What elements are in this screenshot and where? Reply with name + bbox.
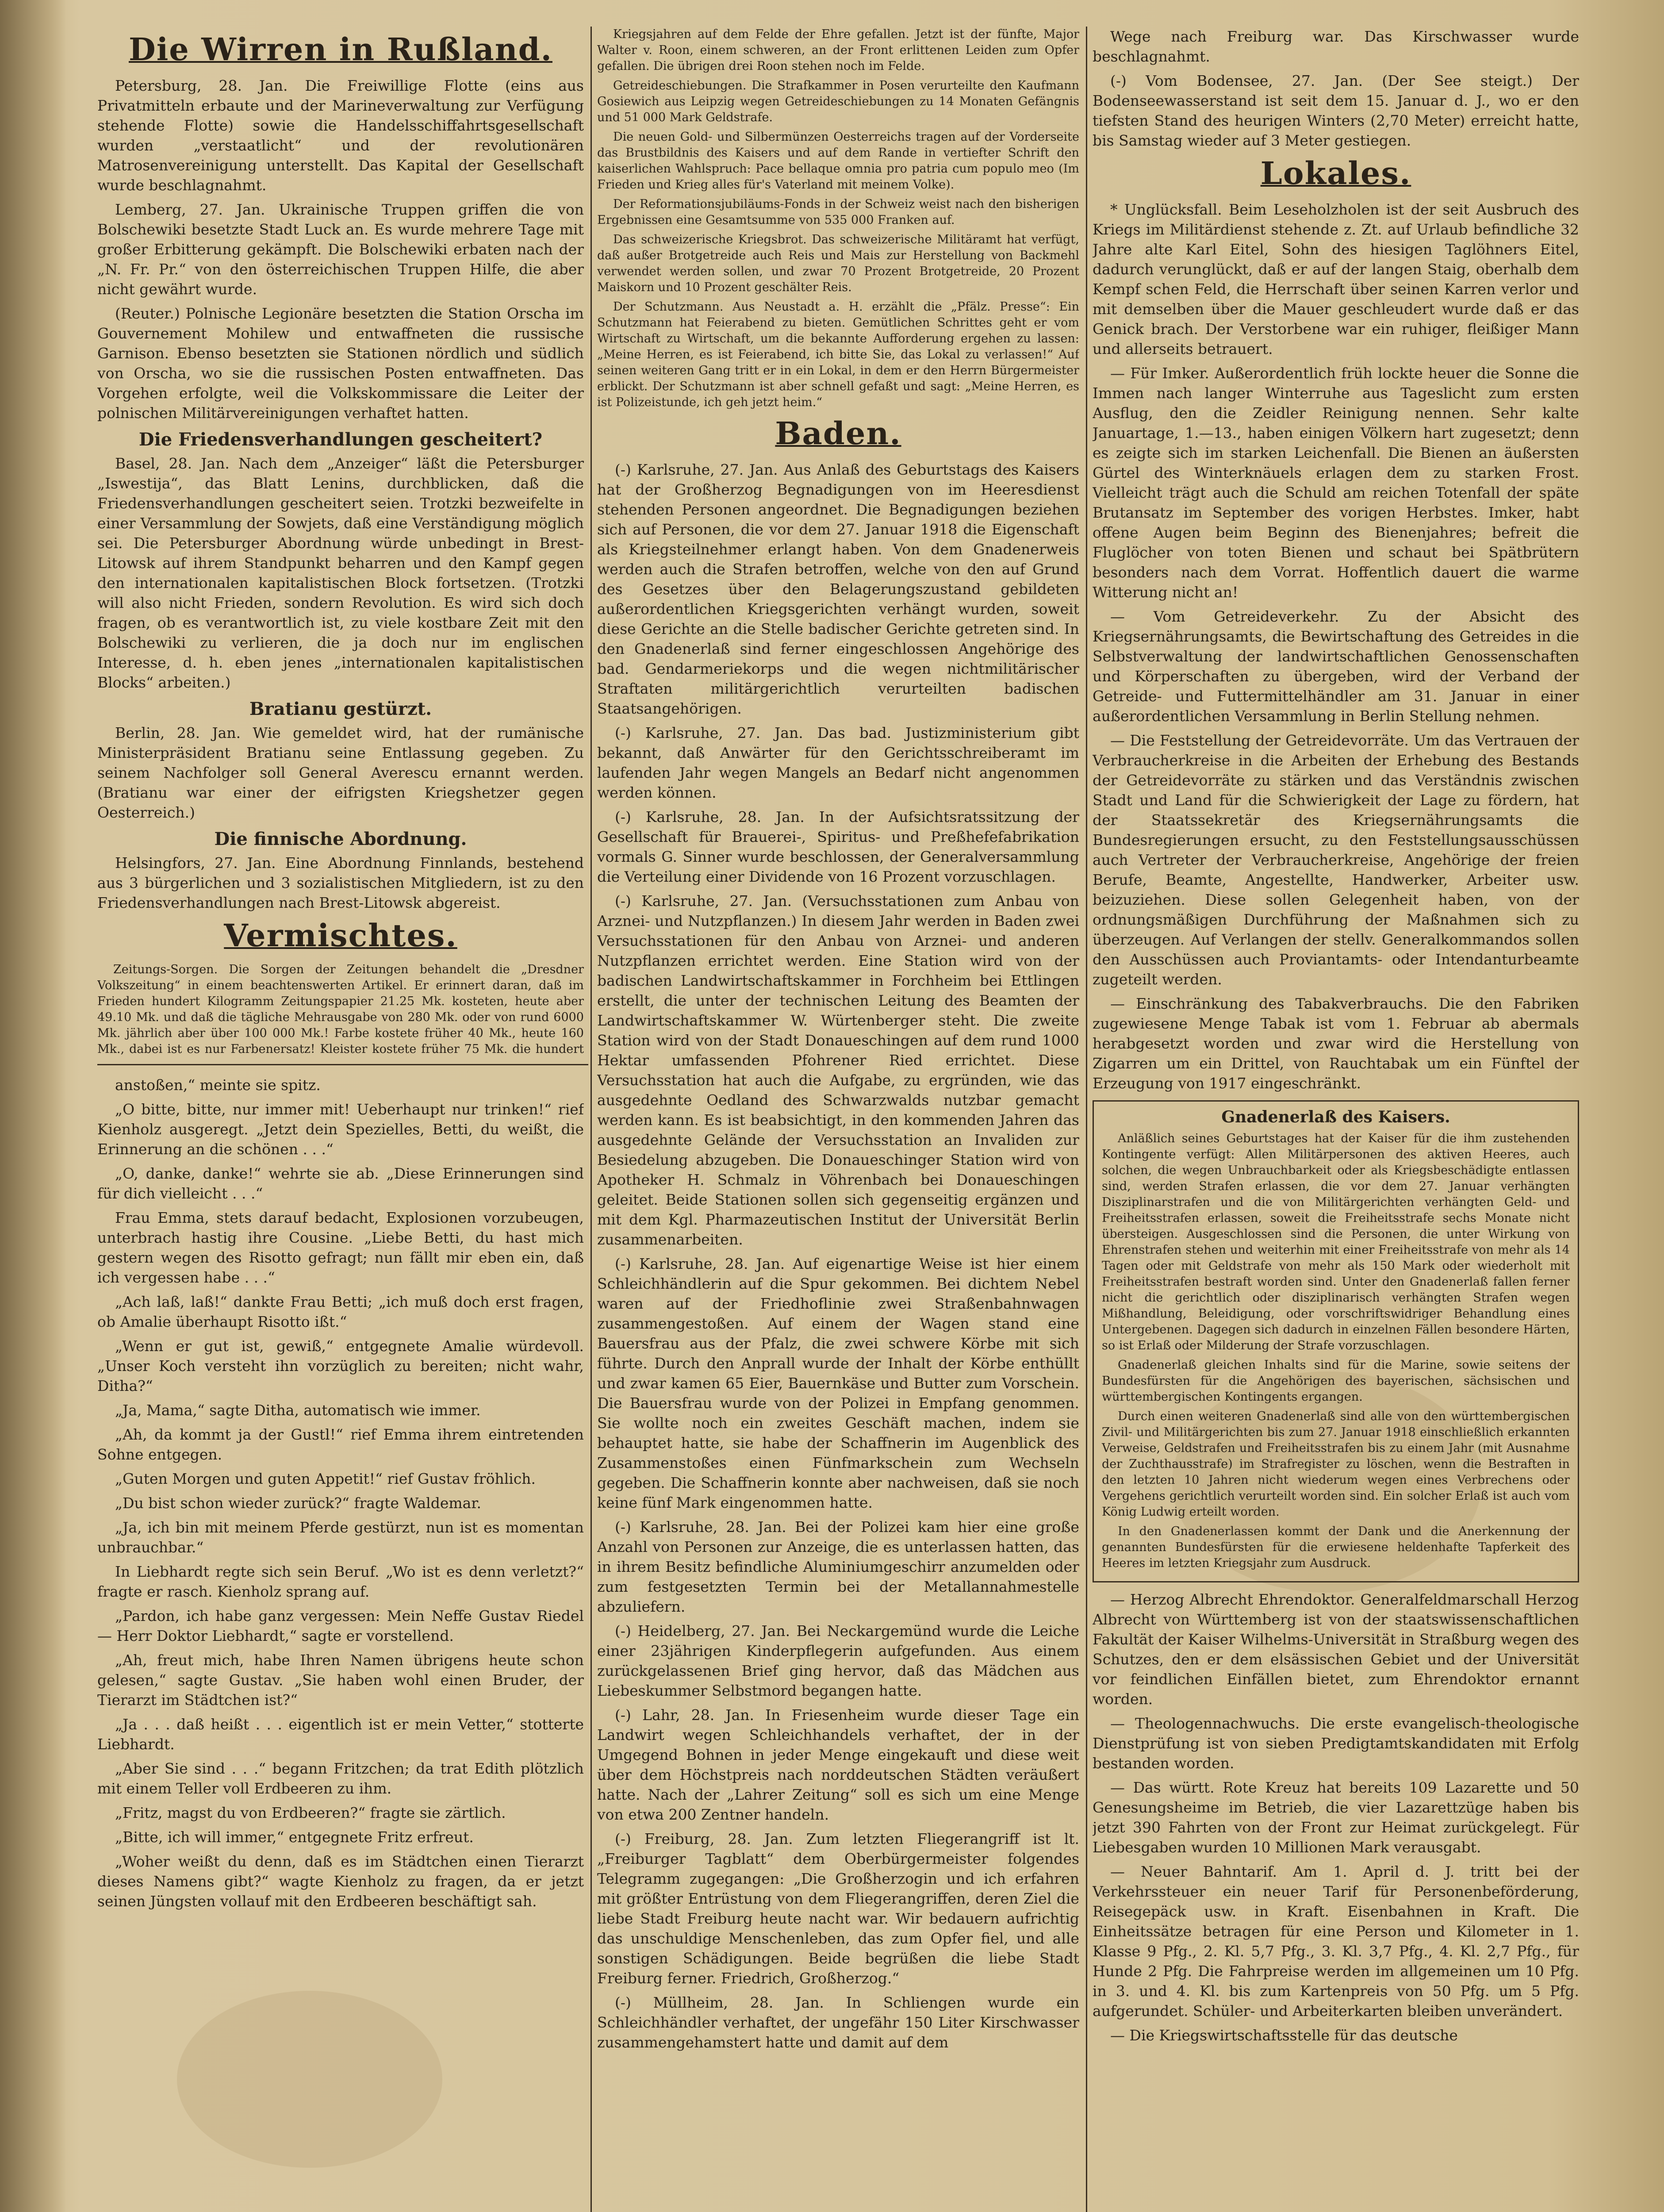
feuilleton-line: „Ja, ich bin mit meinem Pferde gestürzt, nun ist es momentan unbrauchbar.“ xyxy=(97,1519,584,1556)
article-baden: (-) Karlsruhe, 28. Jan. Bei der Polizei kam hier eine große Anzahl von Personen zur Anzeige, die es unterlassen hatten, das in ihrem Besitz befindliche Aluminiumgeschirr anzumelden oder zum festgesetzten Termin bei der Metallannahmestelle abzuliefern. xyxy=(597,1518,1079,1615)
feuilleton-line: „Guten Morgen und guten Appetit!“ rief Gustav fröhlich. xyxy=(115,1470,536,1487)
gnadenerlass-box xyxy=(1093,1100,1579,1582)
article-baden: (-) Karlsruhe, 27. Jan. Das bad. Justizministerium gibt bekannt, daß Anwärter für den Gerichtsschreiberamt im laufenden Jahr wegen Mangels an Bedarf nicht angenommen werden können. xyxy=(597,724,1079,801)
article-herzog-albrecht: — Herzog Albrecht Ehrendoktor. Generalfeldmarschall Herzog Albrecht von Württemberg ist von der staatswissenschaftlichen Fakultät der Kaiser Wilhelms-Universität in Straßburg wegen des Schutzes, den er dem elsässischen Gebiet und der Universität vor feindlichen Einfällen bietet, zum Ehrendoktor ernannt worden. xyxy=(1093,1591,1579,1708)
section-heading-lokales: Lokales. xyxy=(1260,155,1411,192)
article-helsingfors: Helsingfors, 27. Jan. Eine Abordnung Finnlands, bestehend aus 3 bürgerlichen und 3 sozialistischen Mitgliedern, ist zu den Friedensverhandlungen nach Brest-Litowsk abgereist. xyxy=(97,854,584,911)
feuilleton-line: „Ja, Mama,“ sagte Ditha, automatisch wie immer. xyxy=(115,1402,481,1419)
feuilleton-line: „Fritz, magst du von Erdbeeren?“ fragte sie zärtlich. xyxy=(115,1804,506,1821)
feuilleton-line: „Ach laß, laß!“ dankte Frau Betti; „ich muß doch erst fragen, ob Amalie überhaupt Risotto ißt.“ xyxy=(97,1293,584,1330)
article-baden: (-) Karlsruhe, 27. Jan. Aus Anlaß des Geburtstags des Kaisers hat der Großherzog Begnadigungen von im Heeresdienst stehenden Personen angeordnet. Die Begnadigungen beziehen sich auf Personen, die vor dem 27. Januar 1918 die Eigenschaft als Kriegsteilnehmer erlangt haben. Von dem Gnadenerweis werden auch die Strafen betroffen, welche von den auf Grund des Gesetzes über den Belagerungszustand gebildeten außerordentlichen Kriegsgerichten verhängt wurden, soweit diese Gerichte an die Stelle badischer Gerichte getreten sind. In den Gnadenerlaß sind ferner eingeschlossen Angehörige des bad. Gendarmeriekorps und die wegen nichtmilitärischer Straftaten militärgerichtlich verurteilten badischen Staatsangehörigen. xyxy=(597,461,1079,717)
feuilleton-line: „Pardon, ich habe ganz vergessen: Mein Neffe Gustav Riedel — Herr Doktor Liebhardt,“ sagte er vorstellend. xyxy=(97,1607,584,1644)
subheading-bratianu: Bratianu gestürzt. xyxy=(249,699,432,719)
article-getreideschiebungen: Getreideschiebungen. Die Strafkammer in Posen verurteilte den Kaufmann Gosiewich aus Leipzig wegen Getreideschiebungen zu 14 Monaten Gefängnis und 51 000 Mark Geldstrafe. xyxy=(597,79,1079,124)
feuilleton-line: anstoßen,“ meinte sie spitz. xyxy=(115,1076,321,1094)
feuilleton-line: „O, danke, danke!“ wehrte sie ab. „Diese Erinnerungen sind für dich vielleicht . . .“ xyxy=(97,1165,584,1202)
article-berlin: Berlin, 28. Jan. Wie gemeldet wird, hat der rumänische Ministerpräsident Bratianu seine Entlassung gegeben. Zu seinem Nachfolger soll General Averescu ernannt werden. (Bratianu war einer der eifrigsten Kriegshetzer gegen Oesterreich.) xyxy=(97,724,584,821)
article-basel: Basel, 28. Jan. Nach dem „Anzeiger“ läßt die Petersburger „Iswestija“, das Blatt Lenins, durchblicken, daß die Friedensverhandlungen gescheitert seien. Trotzki bezweifelte in einer Versammlung der Sowjets, daß eine Verständigung möglich sei. Die Petersburger Abordnung würde unbedingt in Brest-Litowsk auf ihrem Standpunkt beharren und den Kampf gegen den internationalen kapitalistischen Block fortsetzen. (Trotzki will also nicht Frieden, sondern Revolution. Es wird sich doch fragen, ob es verantwortlich ist, zu viele kostbare Zeit mit den Bolschewiki zu verlieren, die ja doch nur im englischen Interesse, d. h. eben jenes „internationalen kapitalistischen Blocks“ arbeiten.) xyxy=(97,455,584,691)
column-3 xyxy=(1093,27,1579,2212)
article-kriegswirtschaft: — Die Kriegswirtschaftsstelle für das deutsche xyxy=(1110,2027,1458,2044)
feuilleton-rule xyxy=(97,1064,588,1065)
box-paragraph: Anläßlich seines Geburtstages hat der Kaiser für die ihm zustehenden Kontingente verfügt: Allen Militärpersonen des aktiven Heeres, auch solchen, die wegen Unbrauchbarkeit oder als Kriegsbeschädigte entlassen sind, werden Strafen erlassen, die vor dem 27. Januar verhängten Disziplinarstrafen und die von Militärgerichten verhängten Geld- und Freiheitsstrafen erlassen, soweit die Freiheitsstrafe sechs Monate nicht übersteigen. Ausgeschlossen sind die Personen, die unter Wirkung von Ehrenstrafen stehen und weiterhin mit einer Freiheitsstrafe von mehr als 14 Tagen oder mit Geldstrafe von mehr als 150 Mark oder wiederholt mit Freiheitsstrafen bestraft worden sind. Unter den Gnadenerlaß fallen ferner nicht die gerichtlich oder disziplinarisch verhängten Strafen wegen Mißhandlung, Beleidigung, oder vorschriftswidriger Behandlung eines Untergebenen. Dagegen sich dadurch in einzelnen Fällen besondere Härten, so ist Erlaß oder Milderung der Strafe vorzuschlagen. xyxy=(1102,1132,1570,1352)
feuilleton-line: „O bitte, bitte, nur immer mit! Ueberhaupt nur trinken!“ rief Kienholz ausgeregt. „Jetzt dein Spezielles, Betti, du weißt, die Erinnerung an die schönen . . .“ xyxy=(97,1101,584,1158)
article-reformationsfonds: Der Reformationsjubiläums-Fonds in der Schweiz weist nach den bisherigen Ergebnissen eine Gesamtsumme von 535 000 Franken auf. xyxy=(597,197,1079,227)
article-petersburg: Petersburg, 28. Jan. Die Freiwillige Flotte (eins aus Privatmitteln erbaute und der Marineverwaltung zur Verfügung stehende Flotte) sowie die Handelsschiffahrtsgesellschaft wurden „verstaatlicht“ und der revolutionären Matrosenvereinigung unterstellt. Das Kapital der Gesellschaft wurde beschlagnahmt. xyxy=(97,77,584,194)
article-ungluecksfall: * Unglücksfall. Beim Leseholzholen ist der seit Ausbruch des Kriegs im Militärdienst stehende z. Zt. auf Urlaub befindliche 32 Jahre alte Karl Eitel, Sohn des hiesigen Taglöhners Eitel, dadurch verunglückt, daß er auf der langen Staig, oberhalb dem Kempf schen Feld, die Herrschaft über seinen Karren verlor und mit demselben über die Mauer geschleudert wurde daß er das Genick brach. Der Verstorbene war ein ruhiger, fleißiger Mann und allerseits betrauert. xyxy=(1093,201,1579,357)
article-baden: (-) Heidelberg, 27. Jan. Bei Neckargemünd wurde die Leiche einer 23jährigen Kinderpflegerin aufgefunden. Aus einem zurückgelassenen Brief ging hervor, daß das Mädchen aus Liebeskummer Selbstmord begangen hatte. xyxy=(597,1622,1079,1699)
article-bahntarif: — Neuer Bahntarif. Am 1. April d. J. tritt bei der Verkehrssteuer ein neuer Tarif für Personenbeförderung, Reisegepäck usw. in Kraft. Eisenbahnen in Kraft. Die Einheitssätze betragen für eine Person und Kilometer in 1. Klasse 9 Pfg., 2. Kl. 5,7 Pfg., 3. Kl. 3,7 Pfg., 4. Kl. 2,7 Pfg., für Hunde 2 Pfg. Die Fahrpreise werden im allgemeinen um 10 Pfg. in 3. und 4. Kl. bis zum Kartenpreis von 50 Pfg. um 5 Pfg. aufgerundet. Schüler- und Arbeiterkarten bleiben unverändert. xyxy=(1093,1863,1579,2020)
article-baden: (-) Müllheim, 28. Jan. In Schliengen wurde ein Schleichhändler verhaftet, der ungefähr 150 Liter Kirschwasser zusammengehamstert hatte und damit auf dem xyxy=(597,1994,1079,2051)
article-baden: (-) Karlsruhe, 28. Jan. Auf eigenartige Weise ist hier einem Schleichhändlerin auf die Spur gekommen. Bei dichtem Nebel waren auf der Friedhoflinie zwei Straßenbahnwagen zusammengestoßen. Auf einem der Wagen stand eine Bauersfrau aus der Pfalz, die zwei schwere Körbe mit sich führte. Durch den Anprall wurde der Inhalt der Körbe enthüllt und zwar kamen 65 Eier, Bauernkäse und Butter zum Vorschein. Die Bauersfrau wurde von der Polizei in Empfang genommen. Sie wollte noch ein zweites Geschäft machen, indem sie behauptet hatte, sie habe der Schaffnerin im Augenblick des Zusammenstoßes einen Fünfmarkschein zum Wechseln gegeben. Die Schaffnerin konnte aber nachweisen, daß sie noch keine fünf Mark eingenommen hatte. xyxy=(597,1255,1079,1511)
section-heading-baden: Baden. xyxy=(775,415,901,452)
article-baden: (-) Karlsruhe, 28. Jan. In der Aufsichtsratssitzung der Gesellschaft für Brauerei-, Spiritus- und Preßhefefabrikation vormals G. Sinner wurde beschlossen, der Generalversammlung die Verteilung einer Dividende von 16 Prozent vorzuschlagen. xyxy=(597,808,1079,885)
article-bodensee: (-) Vom Bodensee, 27. Jan. (Der See steigt.) Der Bodenseewasserstand ist seit dem 15. Januar d. J., wo er den tiefsten Stand des heurigen Winters (2,70 Meter) erreicht hatte, bis Samstag wieder auf 3 Meter gestiegen. xyxy=(1093,72,1579,149)
article-kirschwasser-cont: Wege nach Freiburg war. Das Kirschwasser wurde beschlagnahmt. xyxy=(1093,28,1579,65)
column-rule xyxy=(590,27,592,2212)
feuilleton-line: „Ah, freut mich, habe Ihren Namen übrigens heute schon gelesen,“ sagte Gustav. „Sie haben wohl einen Bruder, der Tierarzt im Städtchen ist?“ xyxy=(97,1651,584,1709)
feuilleton-line: „Woher weißt du denn, daß es im Städtchen einen Tierarzt dieses Namens gibt?“ wagte Kienholz zu fragen, da er jetzt seinen Jüngsten vollauf mit den Erdbeeren beschäftigt sah. xyxy=(97,1853,584,1910)
article-imker: — Für Imker. Außerordentlich früh lockte heuer die Sonne die Immen nach langer Winterruhe aus Tageslicht zum ersten Ausflug, den die Zeidler Reinigung nennen. Sehr kalte Januartage, 1.—13., haben einigen Völkern hart zugesetzt; denn es zeigte sich im starken Leichenfall. Die Bienen an äußersten Gürtel des Winterknäuels erlagen dem zu starken Frost. Vielleicht trägt auch die Schuld am reichen Totenfall der späte Brutansatz im September des vorigen Herbstes. Imker, habt offene Augen beim Beginn des Bienenjahres; befreit die Fluglöcher von toten Bienen und schaut bei Spätbrütern besonders nach dem Vorrat. Hoffentlich dauert die warme Witterung nicht an! xyxy=(1093,365,1579,601)
feuilleton-line: „Bitte, ich will immer,“ entgegnete Fritz erfreut. xyxy=(115,1828,474,1846)
article-schutzmann: Der Schutzmann. Aus Neustadt a. H. erzählt die „Pfälz. Presse“: Ein Schutzmann hat Feierabend zu bieten. Gemütlichen Schrittes geht er vom Wirtschaft zu Wirtschaft, um die bekannte Aufforderung ergehen zu lassen: „Meine Herren, es ist Feierabend, ich bitte Sie, das Lokal zu verlassen!“ Auf seinen weiteren Gang tritt er in ein Lokal, in dem er den Herrn Bürgermeister erblickt. Der Schutzmann ist aber schnell gefaßt und sagt: „Meine Herren, es ist Polizeistunde, ich geh jetzt heim.“ xyxy=(597,300,1079,409)
article-baden: (-) Lahr, 28. Jan. In Friesenheim wurde dieser Tage ein Landwirt wegen Schleichhandels verhaftet, der in der Umgegend Bohnen in jeder Menge eingekauft und diese weit über dem Höchstpreis nach norddeutschen Städten veräußert hatte. Nach der „Lahrer Zeitung“ soll es sich um eine Menge von etwa 200 Zentner handeln. xyxy=(597,1706,1079,1823)
article-theologen: — Theologennachwuchs. Die erste evangelisch-theologische Dienstprüfung ist von sieben Predigtamtskandidaten mit Erfolg bestanden worden. xyxy=(1093,1715,1579,1772)
feuilleton-line: „Aber Sie sind . . .“ begann Fritzchen; da trat Edith plötzlich mit einem Teller voll Erdbeeren zu ihm. xyxy=(97,1760,584,1797)
binding-gutter xyxy=(0,0,66,2212)
article-muenzen: Die neuen Gold- und Silbermünzen Oesterreichs tragen auf der Vorderseite das Brustbildnis des Kaisers und auf dem Rande in vertiefter Schrift den kaiserlichen Wahlspruch: Pace bellaque omnia pro patria cum populo meo (Im Frieden und Krieg alles für's Vaterland mit meinem Volke). xyxy=(597,130,1079,192)
column-1 xyxy=(97,27,584,1057)
feuilleton-line: „Du bist schon wieder zurück?“ fragte Waldemar. xyxy=(115,1494,481,1512)
column-2 xyxy=(597,27,1079,2212)
article-roon-cont: Kriegsjahren auf dem Felde der Ehre gefallen. Jetzt ist der fünfte, Major Walter v. Roon, einem schweren, an der Front erlittenen Leiden zum Opfer gefallen. Die übrigen drei Roon stehen noch im Felde. xyxy=(597,27,1079,73)
article-rotes-kreuz: — Das württ. Rote Kreuz hat bereits 109 Lazarette und 50 Genesungsheime im Betrieb, die vier Lazarettzüge haben bis jetzt 390 Fahrten von der Front zur Heimat zurückgelegt. Für Liebesgaben wurden 10 Millionen Mark verausgabt. xyxy=(1093,1779,1579,1856)
article-tabak: — Einschränkung des Tabakverbrauchs. Die den Fabriken zugewiesene Menge Tabak ist vom 1. Februar ab abermals herabgesetzt worden und zwar wird die Herstellung von Zigarren um ein Drittel, von Rauchtabak um ein Fünftel der Erzeugung von 1917 eingeschränkt. xyxy=(1093,995,1579,1092)
feuilleton-line: In Liebhardt regte sich sein Beruf. „Wo ist es denn verletzt?“ fragte er rasch. Kienholz sprang auf. xyxy=(97,1563,584,1600)
section-heading-russland: Die Wirren in Rußland. xyxy=(129,31,552,68)
article-reuter: (Reuter.) Polnische Legionäre besetzten die Station Orscha im Gouvernement Mohilew und entwaffneten die russische Garnison. Ebenso besetzten sie Stationen nördlich und südlich von Orscha, wo sie die russischen Posten entwaffneten. Das Vorgehen erfolgte, weil die Volkskommissare die Leiter der polnischen Militärvereinigungen verhaftet hatten. xyxy=(97,305,584,422)
feuilleton-line: Frau Emma, stets darauf bedacht, Explosionen vorzubeugen, unterbrach hastig ihre Cousine. „Liebe Betti, du hast mich gestern wegen des Risotto gefragt; nun fällt mir eben ein, daß ich vergessen habe . . .“ xyxy=(97,1209,584,1286)
article-lemberg: Lemberg, 27. Jan. Ukrainische Truppen griffen die von Bolschewiki besetzte Stadt Luck an. Es wurde mehrere Tage mit großer Erbitterung gekämpft. Die Bolschewiki erbaten nach der „N. Fr. Pr.“ von den österreichischen Truppen Hilfe, die aber nicht gewährt wurde. xyxy=(97,201,584,298)
feuilleton-line: „Wenn er gut ist, gewiß,“ entgegnete Amalie würdevoll. „Unser Koch versteht ihn vorzüglich zu bereiten; nicht wahr, Ditha?“ xyxy=(97,1337,584,1394)
article-getreideverkehr: — Vom Getreideverkehr. Zu der Absicht des Kriegsernährungsamts, die Bewirtschaftung des Getreides in die Selbstverwaltung der landwirtschaftlichen Genossenschaften und Körperschaften zu übergeben, wird der Verband der Getreide- und Futtermittelhändler am 31. Januar in einer außerordentlichen Versammlung in Berlin Stellung nehmen. xyxy=(1093,608,1579,725)
subheading-finnisch: Die finnische Abordnung. xyxy=(214,829,467,849)
article-baden: (-) Freiburg, 28. Jan. Zum letzten Fliegerangriff ist lt. „Freiburger Tagblatt“ dem Oberbürgermeister folgendes Telegramm zugegangen: „Die Großherzogin und ich erfahren mit größter Entrüstung von dem Fliegerangriffen, deren Ziel die liebe Stadt Freiburg heute nacht war. Wir bedauern aufrichtig das unschuldige Menschenleben, das zum Opfer fiel, und alle sonstigen Schädigungen. Beide begrüßen die liebe Stadt Freiburg ferner. Friedrich, Großherzog.“ xyxy=(597,1830,1079,1987)
article-baden: (-) Karlsruhe, 27. Jan. (Versuchsstationen zum Anbau von Arznei- und Nutzpflanzen.) In diesem Jahr werden in Baden zwei Versuchsstationen für den Anbau von Arznei- und anderen Nutzpflanzen errichtet werden. Eine Station wird von der badischen Landwirtschaftskammer in Forchheim bei Ettlingen erstellt, die unter der technischen Leitung des Beamten der Landwirtschaftskammer W. Würtenberger steht. Die zweite Station wird von der Stadt Donaueschingen auf dem rund 1000 Hektar umfassenden Pfohrener Ried errichtet. Diese Versuchsstation hat auch die Aufgabe, zu ergründen, wie das ausgedehnte Oedland des Schwarzwalds nutzbar gemacht werden kann. Es ist beabsichtigt, in den kommenden Jahren das ausgedehnte Gelände der Versuchsstation an Invaliden zur Besiedelung abzugeben. Die Donaueschinger Station wird von Apotheker H. Schmalz in Vöhrenbach bei Donaueschingen geleitet. Beide Stationen sollen sich gegenseitig ergänzen und mit dem Kgl. Pharmazeutischen Institut der Universität Berlin zusammenarbeiten. xyxy=(597,892,1079,1248)
article-getreidevorraete: — Die Feststellung der Getreidevorräte. Um das Vertrauen der Verbraucherkreise in die Arbeiten der Erhebung des Bestands der Getreidevorräte zu stärken und das Verständnis zwischen Stadt und Land für die Schwierigkeit der Lage zu fördern, hat der Staatssekretär des Kriegsernährungsamts die Bundesregierungen ersucht, zu den Feststellungsausschüssen auch Vertreter der Verbraucherkreise, Angehörige der freien Berufe, Beamte, Angestellte, Handwerker, Arbeiter usw. beizuziehen. Diese sollen Gelegenheit haben, von der ordnungsmäßigen Durchführung der Maßnahmen sich zu überzeugen. Auf Verlangen der stellv. Generalkommandos sollen den Ausschüssen auch Proviantamts- oder Intendanturbeamte zugeteilt werden. xyxy=(1093,732,1579,988)
feuilleton-line: „Ja . . . daß heißt . . . eigentlich ist er mein Vetter,“ stotterte Liebhardt. xyxy=(97,1716,584,1753)
box-paragraph: Durch einen weiteren Gnadenerlaß sind alle von den württembergischen Zivil- und Militärgerichten bis zum 27. Januar 1918 einschließlich erkannten Verweise, Geldstrafen und Freiheitsstrafen bis zu einem Jahr (mit Ausnahme der Zuchthausstrafe) im Strafregister zu löschen, wenn die Bestraften in den letzten 10 Jahren nicht wiederum wegen eines Verbrechens oder Vergehens gerichtlich verurteilt worden sind. Ein solcher Erlaß ist auch vom König Ludwig erteilt worden. xyxy=(1102,1409,1570,1519)
box-paragraph: In den Gnadenerlassen kommt der Dank und die Anerkennung der genannten Bundesfürsten für die erwiesene heldenhafte Tapferkeit des Heeres im letzten Kriegsjahr zum Ausdruck. xyxy=(1102,1525,1570,1570)
feuilleton xyxy=(97,1075,584,2212)
section-heading-vermischtes: Vermischtes. xyxy=(224,917,457,954)
subheading-frieden: Die Friedensverhandlungen gescheitert? xyxy=(138,429,543,450)
article-zeitungs-sorgen: Zeitungs-Sorgen. Die Sorgen der Zeitungen behandelt die „Dresdner Volkszeitung“ in einem beachtenswerten Artikel. Er erinnert daran, daß im Frieden hundert Kilogramm Zeitungspapier 21.25 Mk. kosteten, heute aber 49.10 Mk. und daß die tägliche Mehrausgabe von 280 Mk. oder von rund 6000 Mk. jährlich aber über 100 000 Mk.! Farbe kostete früher 40 Mk., heute 160 Mk., dabei ist es nur Farbenersatz! Kleister kostete früher 75 Mk. die hundert xyxy=(97,963,584,1056)
article-kriegsbrot: Das schweizerische Kriegsbrot. Das schweizerische Militäramt hat verfügt, daß außer Brotgetreide auch Reis und Mais zur Herstellung von Backmehl verwendet werden sollen, und zwar 70 Prozent Brotgetreide, 20 Prozent Maiskorn und 10 Prozent geschälter Reis. xyxy=(597,233,1079,294)
feuilleton-line: „Ah, da kommt ja der Gustl!“ rief Emma ihrem eintretenden Sohne entgegen. xyxy=(97,1426,584,1463)
column-rule xyxy=(1086,27,1087,2212)
box-paragraph: Gnadenerlaß gleichen Inhalts sind für die Marine, sowie seitens der Bundesfürsten für die Angehörigen des bayerischen, sächsischen und württembergischen Kontingents ergangen. xyxy=(1102,1358,1570,1404)
box-title: Gnadenerlaß des Kaisers. xyxy=(1221,1108,1450,1126)
